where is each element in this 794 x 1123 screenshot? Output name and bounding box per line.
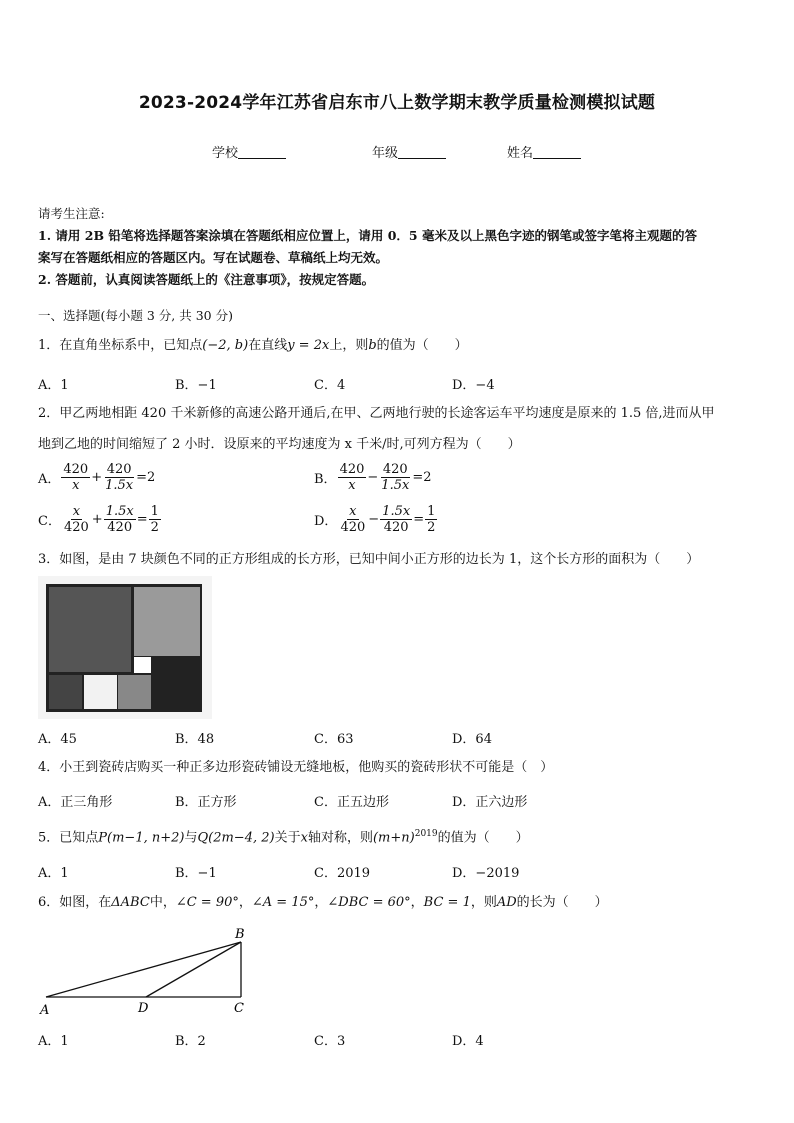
triangle-abc-figure	[36, 922, 258, 1018]
question-3-stem: 3．如图，是由 7 块颜色不同的正方形组成的长方形，已知中间小正方形的边长为 1，这个长方形的面积为（ ）	[38, 552, 700, 567]
question-5-stem	[38, 822, 529, 850]
segment-bd	[146, 942, 241, 997]
question-2-line-2: 地到乙地的时间缩短了 2 小时．设原来的平均速度为 x 千米/时,可列方程为（ ）	[38, 437, 521, 452]
fraction: $\frac{1.5x}{420}$	[105, 504, 134, 535]
q5-point-p: P(m−1, n+2)	[98, 830, 185, 846]
name-field	[507, 142, 581, 161]
q3-option-a[interactable]: A．45	[38, 732, 77, 747]
q4-option-b[interactable]: B．正方形	[175, 795, 237, 810]
fraction: $\frac{1}{2}$	[150, 504, 159, 535]
grade-field	[372, 142, 446, 161]
q4-option-c[interactable]: C．正五边形	[314, 795, 389, 810]
q2-option-a[interactable]: A． $\frac{420}{x}$ + $\frac{420}{1.5x}$ = 2	[38, 462, 156, 493]
q6-angle-dbc: ∠DBC = 60°	[327, 895, 411, 910]
q6-segment-ad: AD	[496, 895, 517, 910]
vertex-label-d: D	[138, 1001, 149, 1016]
question-6-stem: 6．如图，在ΔABC中，∠C = 90°，∠A = 15°，∠DBC = 60°，BC = 1，则AD的长为（ ）	[38, 895, 608, 910]
q1-var: b	[368, 338, 377, 353]
q1-point: (−2, b)	[202, 338, 249, 353]
fraction: $\frac{1.5x}{420}$	[382, 504, 411, 535]
fraction: $\frac{420}{1.5x}$	[381, 462, 410, 493]
q2-d-label: D．	[314, 514, 338, 529]
q6-option-c[interactable]: C．3	[314, 1034, 346, 1049]
q1-text-end: 的值为（ ）	[376, 338, 468, 353]
note-item-1b: 案写在答题纸相应的答题区内。写在试题卷、草稿纸上均无效。	[38, 250, 389, 265]
fraction: $\frac{x}{420}$	[340, 504, 366, 535]
question-1-stem	[38, 334, 468, 358]
square-top-right	[134, 587, 200, 656]
q1-option-d[interactable]: D．−4	[452, 378, 495, 393]
q5-axis: x	[300, 830, 308, 846]
q5-exponent: 2019	[414, 829, 438, 839]
q6-side-bc: BC = 1	[423, 895, 471, 910]
school-blank	[238, 146, 286, 159]
q1-line-eq: y = 2x	[287, 338, 330, 353]
fraction: $\frac{x}{420}$	[63, 504, 89, 535]
q2-b-label: B．	[314, 472, 337, 487]
q2-option-d[interactable]: D． $\frac{x}{420}$ − $\frac{1.5x}{420}$ = $\frac{1}{2}$	[314, 504, 436, 535]
q6-angle-c: ∠C = 90°	[175, 895, 239, 910]
q1-option-b[interactable]: B．−1	[175, 378, 217, 393]
q5-option-c[interactable]: C．2019	[314, 866, 371, 881]
vertex-label-a: A	[40, 1003, 50, 1018]
q5-option-a[interactable]: A．1	[38, 866, 69, 881]
q4-option-d[interactable]: D．正六边形	[452, 795, 528, 810]
page-title: 2023-2024学年江苏省启东市八上数学期末教学质量检测模拟试题	[138, 93, 656, 113]
segment-ab	[46, 942, 241, 997]
q1-option-c[interactable]: C．4	[314, 378, 346, 393]
vertex-label-b: B	[235, 927, 245, 942]
fraction: $\frac{420}{x}$	[63, 462, 89, 493]
squares-rectangle-figure	[38, 576, 212, 719]
name-blank	[533, 146, 581, 159]
q2-c-label: C．	[38, 514, 61, 529]
q6-option-d[interactable]: D．4	[452, 1034, 484, 1049]
grade-label: 年级	[372, 146, 399, 161]
q1-text-pre: 1．在直角坐标系中，已知点	[38, 338, 203, 353]
square-bottom-left	[49, 675, 82, 709]
square-bottom-white	[84, 675, 117, 709]
square-bottom-right	[153, 657, 200, 709]
fraction: $\frac{420}{x}$	[339, 462, 365, 493]
q5-text-mid1: 与	[184, 830, 198, 846]
q4-option-a[interactable]: A．正三角形	[38, 795, 113, 810]
q6-option-b[interactable]: B．2	[175, 1034, 206, 1049]
section-heading: 一、选择题(每小题 3 分, 共 30 分)	[38, 308, 233, 323]
q6-text-pre: 6．如图，在	[38, 895, 112, 910]
q3-option-c[interactable]: C．63	[314, 732, 354, 747]
q1-option-a[interactable]: A．1	[38, 378, 69, 393]
q3-option-b[interactable]: B．48	[175, 732, 215, 747]
q5-text-pre: 5．已知点	[38, 830, 99, 846]
fraction: $\frac{1}{2}$	[427, 504, 436, 535]
q2-option-c[interactable]: C． $\frac{x}{420}$ + $\frac{1.5x}{420}$ = $\frac{1}{2}$	[38, 504, 159, 535]
q5-option-b[interactable]: B．−1	[175, 866, 217, 881]
notes-heading: 请考生注意:	[38, 206, 105, 221]
question-4-stem: 4．小王到瓷砖店购买一种正多边形瓷砖铺设无缝地板，他购买的瓷砖形状不可能是（ ）	[38, 760, 554, 775]
q5-text-mid3: 轴对称，则	[307, 830, 373, 846]
grade-blank	[398, 146, 446, 159]
q1-text-mid: 在直线	[248, 338, 288, 353]
q2-a-label: A．	[38, 472, 61, 487]
school-field	[212, 142, 286, 161]
school-label: 学校	[212, 146, 239, 161]
vertex-label-c: C	[234, 1001, 244, 1016]
q6-text-a1: 中，	[149, 895, 176, 910]
q6-text-mid: ，则	[470, 895, 497, 910]
q5-option-d[interactable]: D．−2019	[452, 866, 520, 881]
large-square-top-left	[49, 587, 131, 672]
note-item-2: 2. 答题前，认真阅读答题纸上的《注意事项》，按规定答题。	[38, 272, 375, 287]
fraction: $\frac{420}{1.5x}$	[105, 462, 134, 493]
q5-text-mid2: 关于	[274, 830, 301, 846]
question-2-line-1: 2．甲乙两地相距 420 千米新修的高速公路开通后,在甲、乙两地行驶的长途客运车平均速度是原来的 1.5 倍,进而从甲	[38, 406, 715, 421]
q5-text-end: 的值为（ ）	[437, 830, 529, 846]
q3-option-d[interactable]: D．64	[452, 732, 492, 747]
q1-text-post: 上，则	[329, 338, 369, 353]
q2-option-b[interactable]: B． $\frac{420}{x}$ − $\frac{420}{1.5x}$ = 2	[314, 462, 432, 493]
small-center-square	[134, 657, 151, 673]
q5-point-q: Q(2m−4, 2)	[197, 830, 275, 846]
q6-angle-a: ∠A = 15°	[251, 895, 315, 910]
exam-notes	[38, 203, 758, 291]
name-label: 姓名	[507, 146, 534, 161]
q6-text-end: 的长为（ ）	[516, 895, 608, 910]
square-bottom-gray	[118, 675, 151, 709]
q6-triangle: ΔABC	[111, 895, 150, 910]
q6-option-a[interactable]: A．1	[38, 1034, 69, 1049]
note-item-1a: 1. 请用 2B 铅笔将选择题答案涂填在答题纸相应位置上，请用 0．5 毫米及以上黑色字迹的钢笔或签字笔将主观题的答	[38, 228, 697, 243]
q5-expression: (m+n)	[372, 830, 415, 846]
